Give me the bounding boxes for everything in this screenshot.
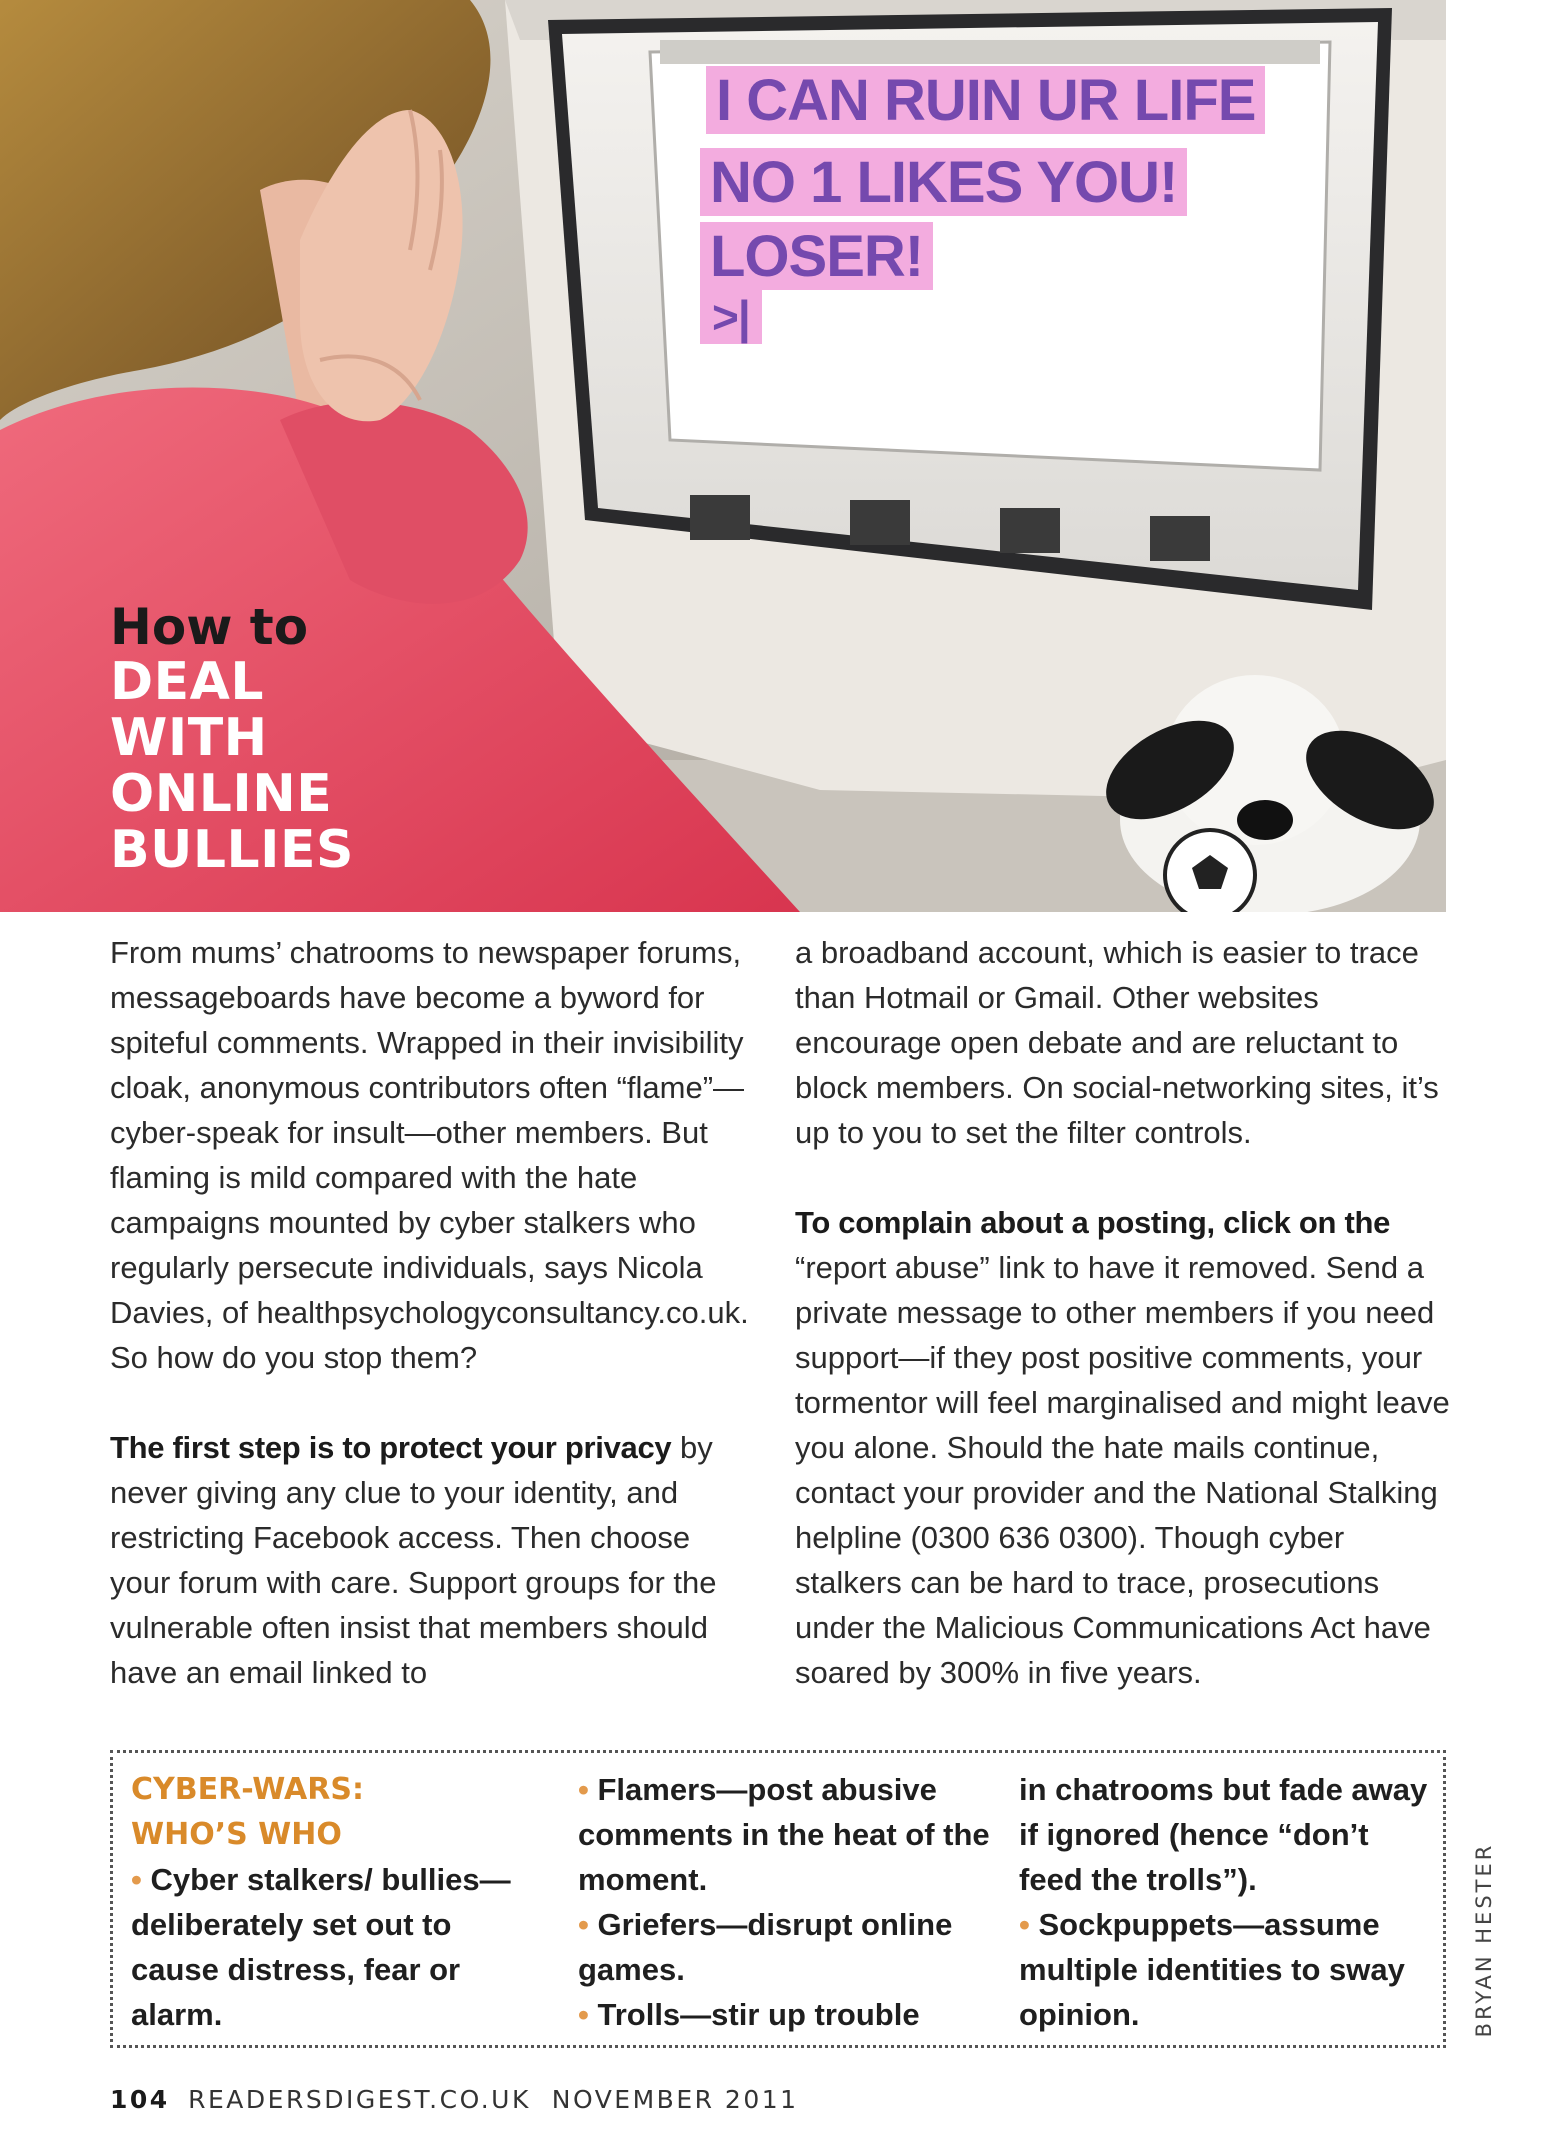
bullet-icon: • [578,1997,589,2032]
photo-credit: BRYAN HESTER [1472,1842,1496,2038]
screen-text-line: I CAN RUIN UR LIFE [706,66,1265,134]
sidebar-title [131,1767,531,1857]
sidebar-box [110,1750,1446,2048]
hero-photo [0,0,1446,912]
bullet-icon: • [578,1772,589,1807]
footer-text: READERSDIGEST.CO.UK NOVEMBER 2011 [188,2085,799,2114]
sidebar-item [578,1767,998,1902]
sidebar-item-text: Griefers—disrupt online games. [578,1907,953,1987]
paragraph-gap [110,1380,750,1425]
headline-line: BULLIES [110,820,354,881]
sidebar-column [578,1767,998,2037]
body-column-right [795,930,1455,1695]
sidebar-item-text: Sockpuppets—assume multiple identities to sway opinion. [1019,1907,1405,2032]
bullet-icon: • [1019,1907,1030,1942]
sidebar-item [578,1992,998,2037]
page-number: 104 [110,2085,170,2114]
body-paragraph: a broadband account, which is easier to trace than Hotmail or Gmail. Other websites encourage open debate and are reluctant to block members. On social-networking sites, it’s up to you to set the filter controls. [795,935,1439,1150]
page-footer [110,2085,799,2114]
screen-text-line: NO 1 LIKES YOU! [700,148,1187,216]
headline-line: ONLINE [110,764,333,825]
sidebar-column [1019,1767,1439,2037]
body-paragraph [110,1425,750,1695]
bullet-icon: • [131,1862,142,1897]
paragraph-lead-in: To complain about a posting, click on the [795,1205,1391,1240]
sidebar-column [131,1767,531,2037]
sidebar-item-text: Flamers—post abusive comments in the heat of the moment. [578,1772,990,1897]
sidebar-item-text: Trolls—stir up trouble [597,1997,920,2032]
paragraph-lead-in: The first step is to protect your privacy [110,1430,672,1465]
sidebar-item-continued: in chatrooms but fade away if ignored (hence “don’t feed the trolls”). [1019,1772,1428,1897]
sidebar-item [578,1902,998,1992]
headline-line: WITH [110,708,268,769]
sidebar-item [1019,1902,1439,2037]
body-paragraph [795,1200,1455,1695]
screen-text-line: >| [700,290,762,344]
sidebar-title-line: CYBER-WARS: [131,1772,364,1807]
headline-line: How to [110,598,309,656]
article-headline [110,600,530,879]
body-paragraph: From mums’ chatrooms to newspaper forums, messageboards have become a byword for spiteful comments. Wrapped in their invisibility cloak, anonymous contributors often “flame”—cyber-speak for insult—other members. But flaming is mild compared with the hate campaigns mounted by cyber stalkers who regularly persecute individuals, says Nicola Davies, of healthpsychologyconsultancy.co.uk. So how do you stop them? [110,935,749,1375]
body-column-left [110,930,750,1695]
paragraph-text: by never giving any clue to your identity, and restricting Facebook access. Then choose your forum with care. Support groups for the vulnerable often insist that members should have an email linked to [110,1430,717,1690]
paragraph-text: “report abuse” link to have it removed. Send a private message to other members if you need support—if they post positive comments, your tormentor will feel marginalised and might leave you alone. Should the hate mails continue, contact your provider and the National Stalking helpline (0300 636 0300). Though cyber stalkers can be hard to trace, prosecutions under the Malicious Communications Act have soared by 300% in five years. [795,1250,1450,1690]
bullet-icon: • [578,1907,589,1942]
paragraph-gap [795,1155,1455,1200]
sidebar-item [131,1857,531,2037]
screen-text-line: LOSER! [700,222,933,290]
headline-line: DEAL [110,652,265,712]
sidebar-item-text: Cyber stalkers/ bullies—deliberately set out to cause distress, fear or alarm. [131,1862,511,2032]
sidebar-title-line: WHO’S WHO [131,1817,342,1852]
